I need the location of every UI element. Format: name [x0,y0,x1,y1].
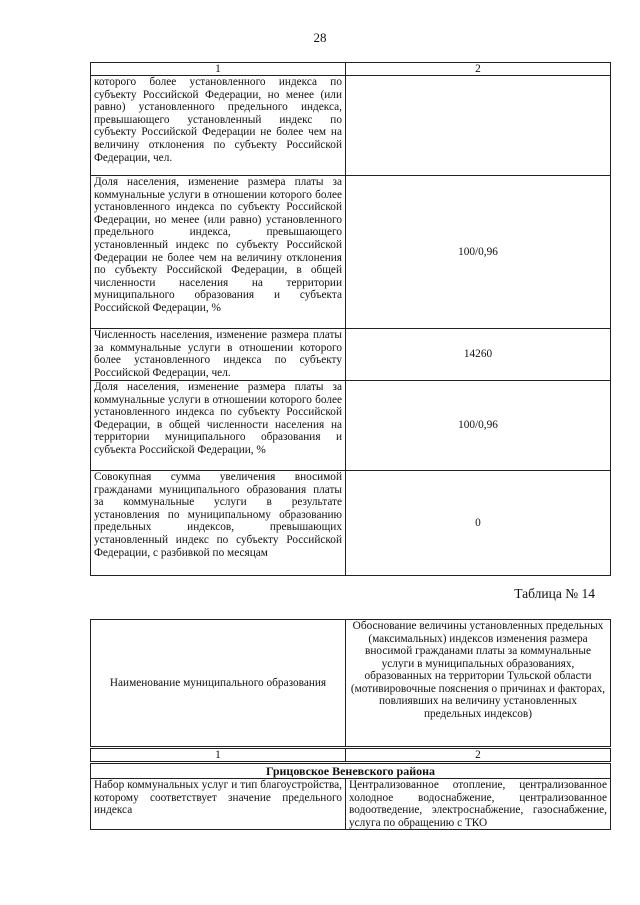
table-row [91,779,611,830]
column-number-2: 2 [346,63,611,76]
indicator-text: которого более установленного индекса по субъекту Российской Федерации, но менее (или равно) установленного предельного индекса, превышающего установленный индекс по субъекту Российской Федерации не более чем на величину отклонения по субъекту Российской Федерации, чел. [91,76,346,176]
section-title: Грицовское Веневского района [91,763,611,779]
header-justification: Обоснование величины установленных предельных (максимальных) индексов изменения размера вносимой гражданами платы за коммунальные услуги в муниципальных образованиях, образованных на территории Тульской области (мотивировочные пояснения о причинах и факторах, повлиявших на величину установленных предельных индексов) [346,620,611,748]
table-row [91,381,611,471]
row-value: Централизованное отопление, централизованное холодное водоснабжение, централизованное водоотведение, электроснабжение, газоснабжение, услуга по обращению с ТКО [346,779,611,830]
column-number-1: 1 [91,748,346,763]
indicator-text: Доля населения, изменение размера платы за коммунальные услуги в отношении которого более установленного индекса по субъекту Российской Федерации, в общей численности населения на территории муниципального образования и субъекта Российской Федерации, % [91,381,346,471]
column-number-2: 2 [346,748,611,763]
column-number-1: 1 [91,63,346,76]
table-header-row [91,620,611,748]
table-row [91,329,611,381]
indicator-value: 100/0,96 [346,381,611,471]
indicator-value: 14260 [346,329,611,381]
indicator-value: 100/0,96 [346,176,611,329]
header-municipality: Наименование муниципального образования [91,620,346,748]
indicator-text: Совокупная сумма увеличения вносимой гражданами муниципального образования платы за коммунальные услуги в результате установления по муниципальному образованию предельных индексов, превышающих установленный индекс по субъекту Российской Федерации, с разбивкой по месяцам [91,471,346,576]
table-header-row [91,63,611,76]
page-number: 28 [313,30,327,45]
indicators-table [90,62,611,576]
table-caption: Таблица № 14 [514,586,595,601]
indicator-text: Доля населения, изменение размера платы за коммунальные услуги в отношении которого более установленного индекса по субъекту Российской Федерации, но менее (или равно) установленного предельного индекса, превышающего установленный индекс по субъекту Российской Федерации не более чем на величину отклонения по субъекту Российской Федерации, в общей численности населения на территории муниципального образования и субъекта Российской Федерации, % [91,176,346,329]
table-row [91,176,611,329]
indicator-text: Численность населения, изменение размера платы за коммунальные услуги в отношении которого более установленного индекса по субъекту Российской Федерации, чел. [91,329,346,381]
row-label: Набор коммунальных услуг и тип благоустройства, которому соответствует значение предельного индекса [91,779,346,830]
indicator-value: 0 [346,471,611,576]
section-row [91,763,611,779]
table-row [91,76,611,176]
column-numbers-row [91,748,611,763]
indicator-value [346,76,611,176]
table-row [91,471,611,576]
justification-table [90,619,611,830]
